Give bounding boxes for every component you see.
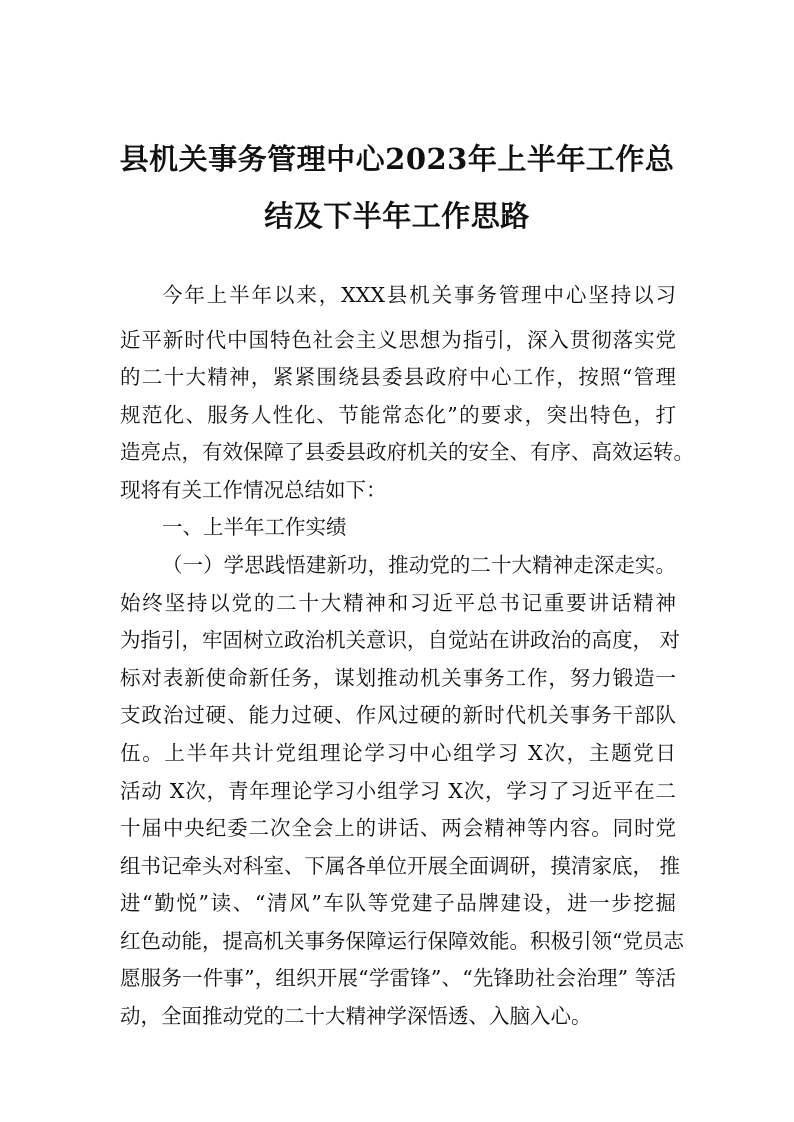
paragraph-line: 进“勤悦”读、“清风”车队等党建子品牌建设，进一步挖掘 [120, 891, 676, 915]
paragraph-line: 为指引，牢固树立政治机关意识，自觉站在讲政治的高度， 对 [120, 628, 681, 652]
paragraph-line: 始终坚持以党的二十大精神和习近平总书记重要讲话精神 [120, 591, 676, 615]
document-title-line-2: 结及下半年工作思路 [264, 199, 530, 233]
paragraph-line: 规范化、服务人性化、节能常态化”的要求，突出特色，打 [120, 403, 676, 427]
paragraph-line: 红色动能，提高机关事务保障运行保障效能。积极引领“党员志 [120, 929, 684, 953]
paragraph-line: 动，全面推动党的二十大精神学深悟透、入脑入心。 [120, 1004, 592, 1028]
paragraph-line: 支政治过硬、能力过硬、作风过硬的新时代机关事务干部队 [120, 703, 676, 727]
paragraph-line: 的二十大精神，紧紧围绕县委县政府中心工作，按照“管理 [120, 365, 676, 389]
paragraph-line: 标对表新使命新任务，谋划推动机关事务工作，努力锻造一 [120, 666, 676, 690]
paragraph-line: 近平新时代中国特色社会主义思想为指引，深入贯彻落实党 [120, 328, 676, 352]
paragraph-line: 十届中央纪委二次全会上的讲话、两会精神等内容。同时党 [120, 816, 676, 840]
paragraph-line: 今年上半年以来，XXX县机关事务管理中心坚持以习 [162, 283, 676, 307]
paragraph-line: 愿服务一件事”，组织开展“学雷锋”、“先锋助社会治理” 等活 [120, 966, 676, 990]
section-heading: 一、上半年工作实绩 [162, 515, 347, 539]
paragraph-line: 现将有关工作情况总结如下： [120, 478, 387, 502]
paragraph-line: 伍。上半年共计党组理论学习中心组学习 X次，主题党日 [120, 741, 676, 765]
document-title-line-1: 县机关事务管理中心2023年上半年工作总 [119, 142, 675, 176]
paragraph-line: 组书记牵头对科室、下属各单位开展全面调研，摸清家底， 推 [120, 854, 681, 878]
paragraph-line: 造亮点，有效保障了县委县政府机关的安全、有序、高效运转。 [120, 440, 694, 464]
subsection-heading: （一）学思践悟建新功，推动党的二十大精神走深走实。 [162, 553, 676, 577]
paragraph-line: 活动 X次，青年理论学习小组学习 X次，学习了习近平在二 [120, 779, 676, 803]
